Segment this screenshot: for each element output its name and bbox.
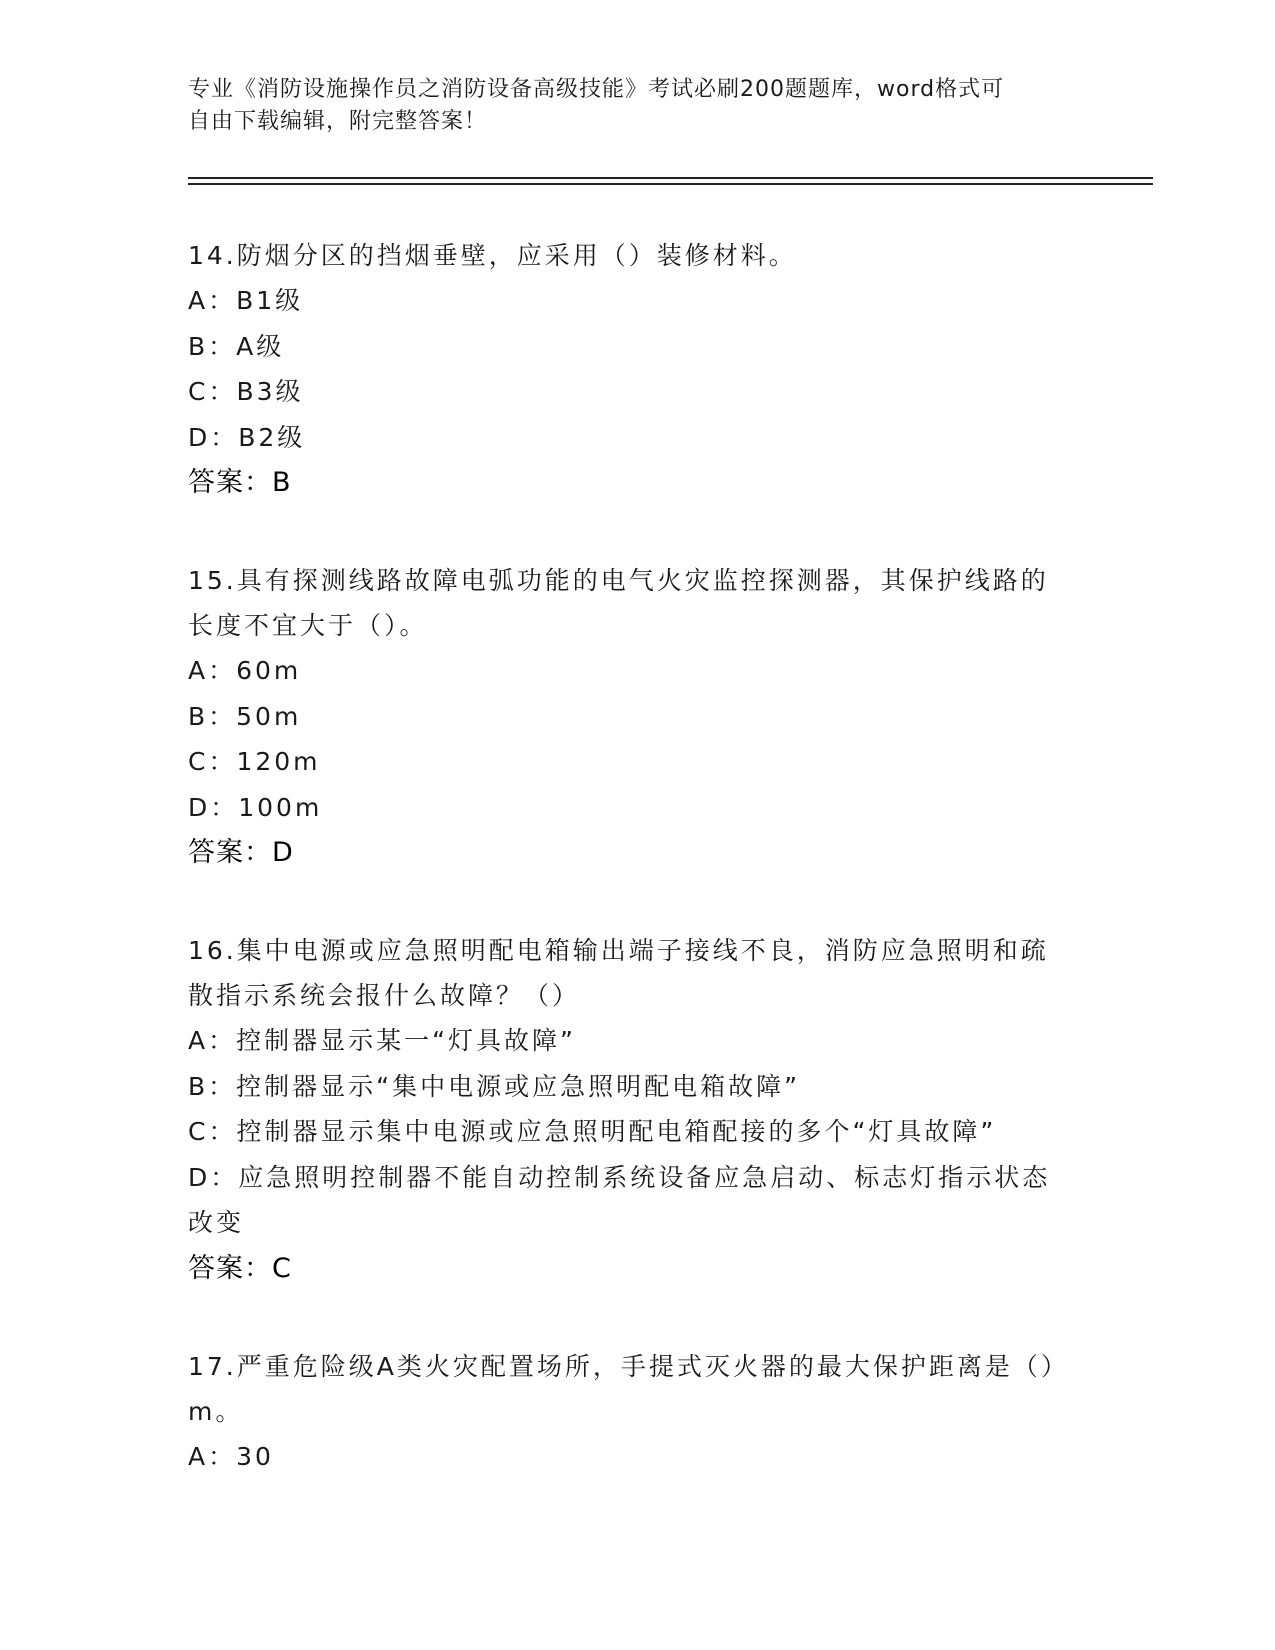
question-14: [188, 233, 1068, 505]
option-d: D：B2级: [188, 422, 306, 452]
option-d: D：100m: [188, 792, 323, 822]
option-d: D：应急照明控制器不能自动控制系统设备应急启动、标志灯指示状态改变: [188, 1162, 1051, 1237]
option-b: B：控制器显示“集中电源或应急照明配电箱故障”: [188, 1071, 801, 1101]
option-b: B：A级: [188, 331, 285, 361]
question-text: 16.集中电源或应急照明配电箱输出端子接线不良，消防应急照明和疏散指示系统会报什么故障？（）: [188, 936, 1049, 1010]
question-text: 14.防烟分区的挡烟垂壁，应采用（）装修材料。: [188, 241, 797, 270]
document-header: [188, 74, 1068, 138]
option-a: A：30: [188, 1441, 274, 1471]
option-c: C：控制器显示集中电源或应急照明配电箱配接的多个“灯具故障”: [188, 1117, 997, 1146]
question-15: [188, 558, 1068, 875]
option-a: A：60m: [188, 656, 302, 685]
header-line-1: 专业《消防设施操作员之消防设备高级技能》考试必刷200题题库，word格式可: [188, 77, 1005, 102]
option-b: B：50m: [188, 701, 302, 731]
header-divider-top: [188, 177, 1153, 179]
header-divider-bottom: [188, 183, 1153, 185]
question-17: [188, 1344, 1068, 1480]
question-16: [188, 928, 1068, 1291]
option-c: C：B3级: [188, 377, 304, 406]
option-c: C：120m: [188, 747, 321, 776]
question-text: 15.具有探测线路故障电弧功能的电气火灾监控探测器，其保护线路的长度不宜大于（）。: [188, 566, 1049, 640]
answer-label: 答案：B: [188, 467, 292, 498]
question-text: 17.严重危险级A类火灾配置场所，手提式灭火器的最大保护距离是（）m。: [188, 1351, 1057, 1426]
answer-label: 答案：D: [188, 837, 294, 868]
header-line-2: 自由下载编辑，附完整答案！: [188, 109, 488, 134]
option-a: A：B1级: [188, 286, 304, 315]
answer-label: 答案：C: [188, 1252, 292, 1284]
option-a: A：控制器显示某一“灯具故障”: [188, 1026, 577, 1055]
question-list: [188, 233, 1068, 1532]
